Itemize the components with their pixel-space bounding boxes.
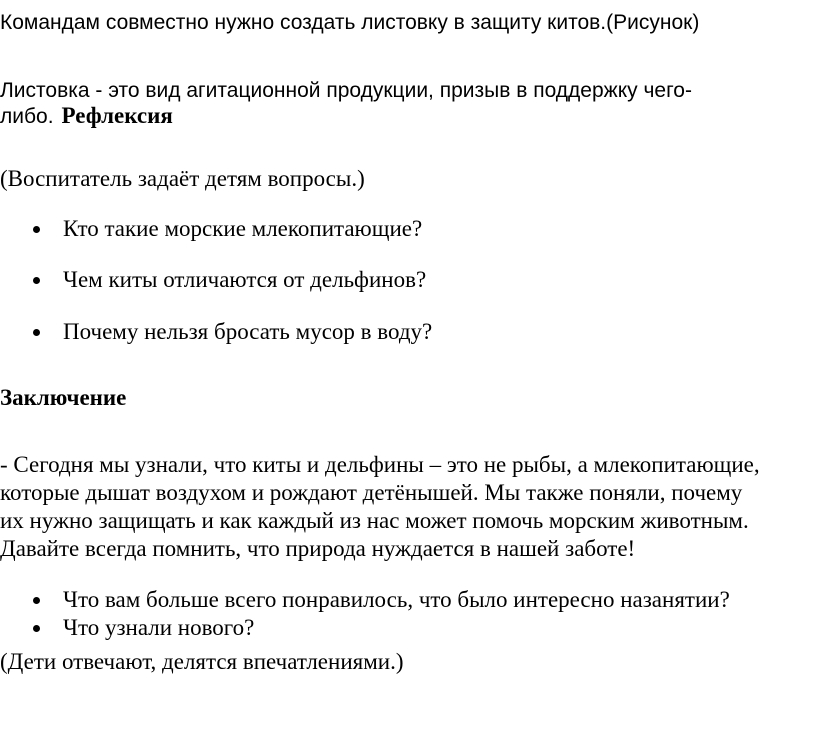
bullet-icon bbox=[33, 329, 40, 336]
reflection-question-text: Чем киты отличаются от дельфинов? bbox=[63, 267, 427, 292]
conclusion-line-4: Давайте всегда помнить, что природа нуждается в нашей заботе! bbox=[0, 536, 636, 561]
teacher-note: (Воспитатель задаёт детям вопросы.) bbox=[0, 166, 365, 191]
conclusion-heading: Заключение bbox=[0, 385, 127, 410]
conclusion-line-2: которые дышат воздухом и рождают детёнышей. Мы также поняли, почему bbox=[0, 480, 743, 505]
conclusion-question-text: Что узнали нового? bbox=[63, 615, 255, 640]
reflection-heading: Рефлексия bbox=[61, 103, 173, 128]
conclusion-line-3: их нужно защищать и как каждый из нас может помочь морским животным. bbox=[0, 508, 749, 533]
leaflet-definition-line-1: Листовка - это вид агитационной продукции, призыв в поддержку чего- bbox=[0, 79, 692, 102]
closing-note: (Дети отвечают, делятся впечатлениями.) bbox=[0, 649, 404, 674]
reflection-question-text: Кто такие морские млекопитающие? bbox=[63, 216, 423, 241]
conclusion-line-1: - Сегодня мы узнали, что киты и дельфины – это не рыбы, а млекопитающие, bbox=[0, 452, 760, 477]
reflection-question-text: Почему нельзя бросать мусор в воду? bbox=[63, 319, 433, 344]
leaflet-definition-line-2 bbox=[0, 102, 173, 130]
bullet-icon bbox=[33, 226, 40, 233]
bullet-icon bbox=[33, 277, 40, 284]
bullet-icon bbox=[33, 625, 40, 632]
conclusion-question-text: Что вам больше всего понравилось, что было интересно назанятии? bbox=[63, 587, 730, 612]
task-text: Командам совместно нужно создать листовку в защиту китов.(Рисунок) bbox=[0, 11, 700, 34]
leaflet-definition-end: либо. bbox=[0, 105, 54, 128]
bullet-icon bbox=[33, 597, 40, 604]
